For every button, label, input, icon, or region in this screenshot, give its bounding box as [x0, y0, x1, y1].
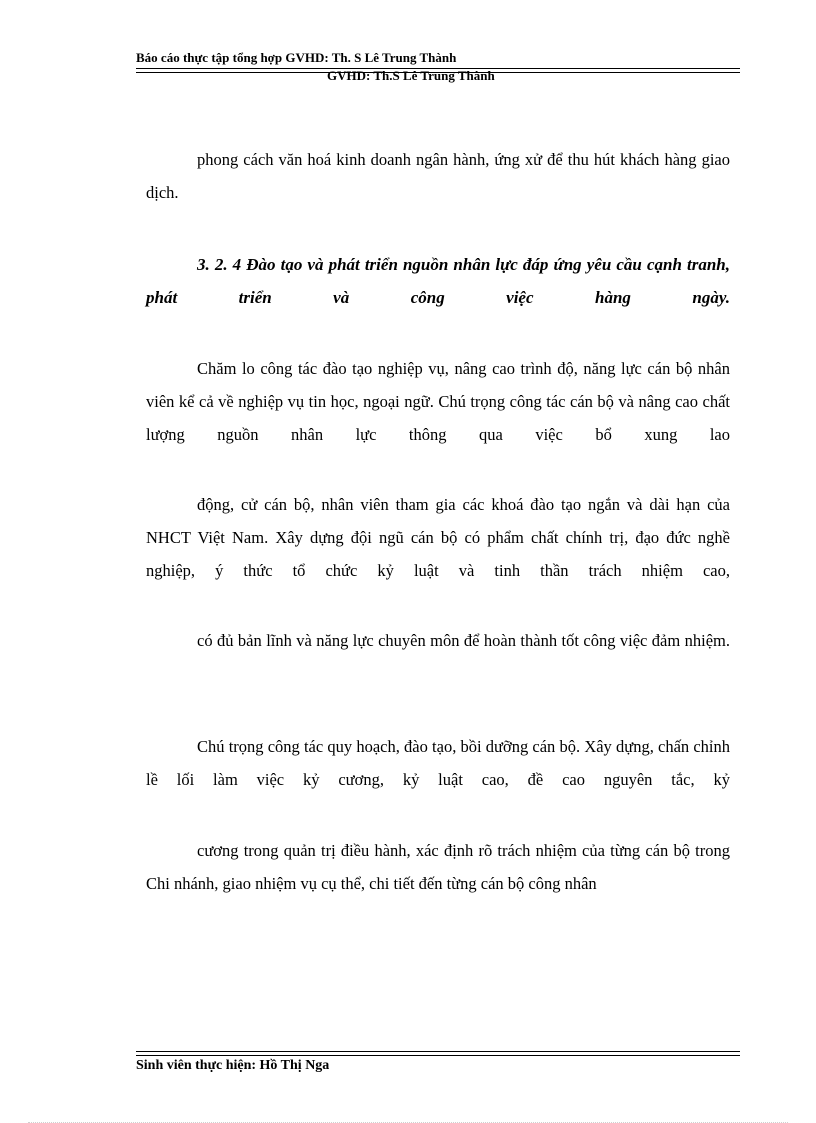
paragraph-5: Chú trọng công tác quy hoạch, đào tạo, bồi dưỡng cán bộ. Xây dựng, chấn chỉnh lề lối làm việc kỷ cương, kỷ luật cao, đề cao nguyên tắc, kỷ — [146, 737, 730, 789]
page-header-supervisor: GVHD: Th.S Lê Trung Thành — [327, 68, 495, 83]
footer-rule-upper — [136, 1051, 740, 1052]
footer-rule-lower — [136, 1055, 740, 1056]
paragraph-1: phong cách văn hoá kinh doanh ngân hành, ứng xử để thu hút khách hàng giao dịch. — [146, 150, 730, 202]
paragraph-3: động, cử cán bộ, nhân viên tham gia các khoá đào tạo ngắn và dài hạn của NHCT Việt Nam. Xây dựng đội ngũ cán bộ có phẩm chất chính trị, đạo đức nghề nghiệp, ý thức tổ chức kỷ luật và tinh thần trách nhiệm cao, — [146, 495, 730, 580]
section-heading: 3. 2. 4 Đào tạo và phát triển nguồn nhân lực đáp ứng yêu cầu cạnh tranh, phát triển và công việc hàng ngày. — [146, 255, 730, 307]
page-footer-author: Sinh viên thực hiện: Hồ Thị Nga — [136, 1058, 330, 1073]
page-header-title: Báo cáo thực tập tổng hợp GVHD: Th. S Lê Trung Thành — [136, 50, 457, 65]
paragraph-4: có đủ bản lĩnh và năng lực chuyên môn để hoàn thành tốt công việc đảm nhiệm. — [197, 631, 730, 650]
paragraph-2: Chăm lo công tác đào tạo nghiệp vụ, nâng cao trình độ, năng lực cán bộ nhân viên kể cả về nghiệp vụ tin học, ngoại ngữ. Chú trọng công tác cán bộ và nâng cao chất lượng nguồn nhân lực thông qua việc bổ xung lao — [146, 359, 730, 444]
paragraph-6: cương trong quản trị điều hành, xác định rõ trách nhiệm của từng cán bộ trong Chi nhánh, giao nhiệm vụ cụ thể, chi tiết đến từng cán bộ công nhân — [146, 841, 730, 893]
